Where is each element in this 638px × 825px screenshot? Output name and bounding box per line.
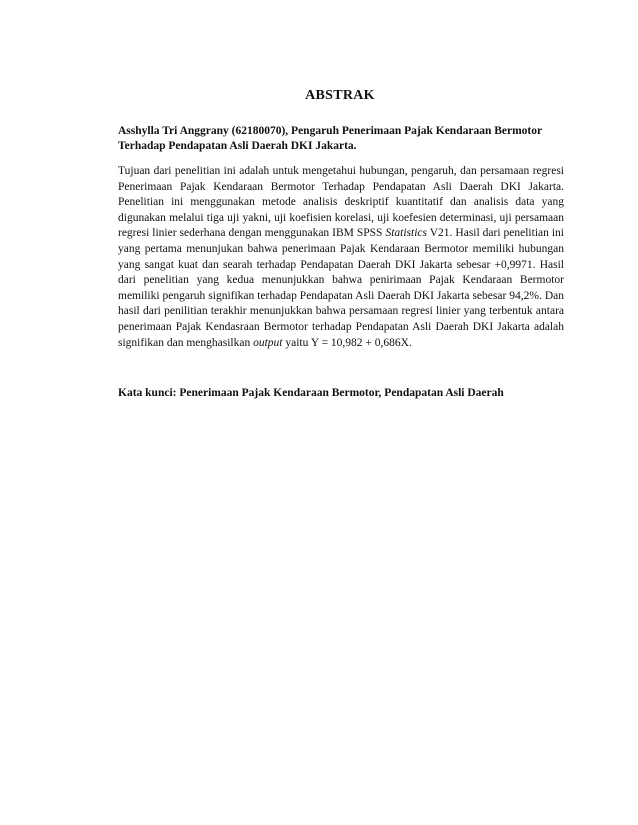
keywords-line: Kata kunci: Penerimaan Pajak Kendaraan Bermotor, Pendapatan Asli Daerah	[118, 387, 504, 399]
abstract-text-part-1: Tujuan dari penelitian ini adalah untuk mengetahui hubungan, pengaruh, dan persamaan regresi Penerimaan Pajak Kendaraan Bermotor Terhadap Pendapatan Asli Daerah DKI Jakarta. Penelitian ini menggunakan metode analisis deskriptif kuantitatif dan analisis data yang digunakan melalui tiga uji yakni, uji koefisien korelasi, uji koefesien determinasi, uji persamaan regresi linier sederhana dengan menggunakan IBM SPSS	[118, 165, 564, 240]
author-title-line: Asshylla Tri Anggrany (62180070), Pengaruh Penerimaan Pajak Kendaraan Bermotor Terhadap Pendapatan Asli Daerah DKI Jakarta.	[118, 125, 542, 152]
abstract-title: ABSTRAK	[305, 88, 375, 103]
abstract-italic-output: output	[253, 336, 283, 349]
abstract-body	[118, 164, 564, 351]
abstract-italic-statistics: Statistics	[385, 227, 427, 240]
abstract-text-part-3: yaitu Y = 10,982 + 0,686X.	[282, 336, 412, 349]
abstract-text-part-2: V21. Hasil dari penelitian ini yang pertama menunjukan bahwa penerimaan Pajak Kendaraan Bermotor memiliki hubungan yang sangat kuat dan searah terhadap Pendapatan Daerah DKI Jakarta sebesar +0,9971. Hasil dari penelitian yang kedua menunjukkan bahwa penirimaan Pajak Kendaraan Bermotor memiliki pengaruh signifikan terhadap Pendapatan Asli Daerah DKI Jakarta sebesar 94,2%. Dan hasil dari penilitian terakhir menunjukkan bahwa persamaan regresi linier yang terbentuk antara penerimaan Pajak Kendasraan Bermotor terhadap Pendapatan Asli Daerah DKI Jakarta adalah signifikan dan menghasilkan	[118, 227, 564, 349]
